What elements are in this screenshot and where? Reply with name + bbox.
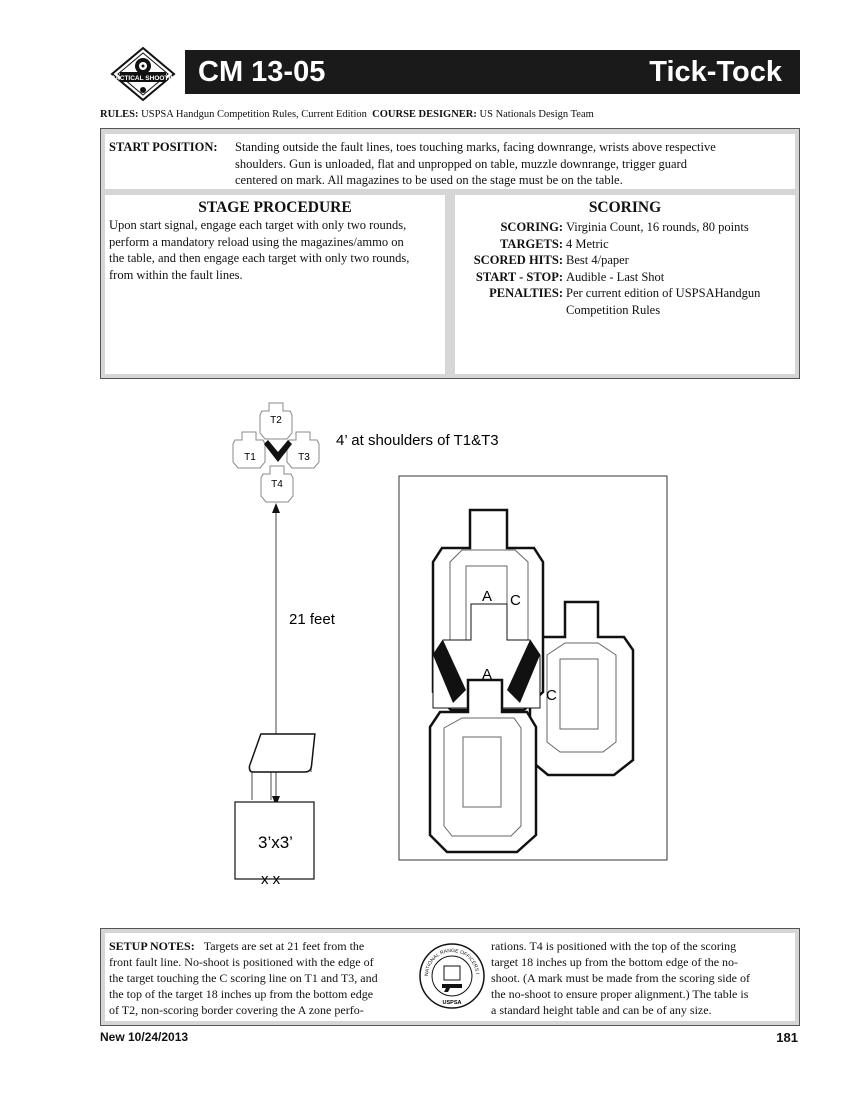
- setup-line: front fault line. No-shoot is positioned with the edge of: [109, 955, 374, 969]
- start-position-line: centered on mark. All magazines to be used on the stage must be on the table.: [235, 173, 623, 187]
- toe-marks: x x: [261, 871, 281, 888]
- label-t2: T2: [270, 415, 282, 426]
- scoring-value: Audible - Last Shot: [566, 269, 665, 284]
- start-position-label: START POSITION:: [109, 140, 218, 154]
- start-position-line: shoulders. Gun is unloaded, flat and unpropped on table, muzzle downrange, trigger guard: [235, 156, 687, 171]
- nroi-seal: [418, 942, 486, 1010]
- setup-line: a standard height table and can be of any size.: [491, 1003, 712, 1017]
- scoring-value: Virginia Count, 16 rounds, 80 points: [566, 220, 749, 234]
- seal-bottom: USPSA: [442, 1000, 462, 1006]
- stage-diagram: [0, 390, 850, 920]
- zone-c-top: C: [510, 592, 521, 609]
- designer-value: US Nationals Design Team: [479, 109, 594, 120]
- procedure-line: Upon start signal, engage each target with only two rounds,: [109, 218, 407, 232]
- seal-text: NATIONAL RANGE OFFICERS I: [423, 947, 480, 977]
- zone-a-mid: A: [482, 666, 493, 683]
- uspsa-logo: [106, 46, 180, 102]
- setup-line: the target touching the C scoring line on T1 and T3, and: [109, 971, 378, 985]
- scoring-key: START - STOP:: [475, 269, 563, 284]
- scoring-key: SCORED HITS:: [473, 253, 563, 267]
- setup-line: target 18 inches up from the bottom edge of the no-: [491, 955, 739, 969]
- course-number: CM 13-05: [198, 56, 326, 88]
- scoring-value: 4 Metric: [566, 236, 609, 251]
- scoring-value: Per current edition of USPSAHandgun Competition Rules: [566, 286, 761, 317]
- procedure-line: perform a mandatory reload using the magazines/ammo on: [109, 234, 404, 249]
- start-position-line: Standing outside the fault lines, toes touching marks, facing downrange, wrists above respective: [235, 140, 716, 154]
- distance-label: 21 feet: [289, 611, 335, 628]
- setup-line: the no-shoot to ensure proper alignment.) The table is: [491, 987, 749, 1001]
- procedure-line: from within the fault lines.: [109, 267, 243, 282]
- setup-line: shoot. (A mark must be made from the scoring side of: [491, 971, 750, 985]
- setup-notes-panel: [105, 933, 795, 1021]
- setup-line: rations. T4 is positioned with the top of the scoring: [491, 939, 737, 953]
- revision-date: New 10/24/2013: [100, 1030, 189, 1044]
- scoring-panel: [455, 195, 795, 374]
- logo-text: PRACTICAL SHOOTING: [106, 75, 180, 82]
- rules-line: [100, 109, 800, 120]
- stage-procedure-panel: [105, 195, 445, 374]
- label-t3: T3: [298, 452, 310, 463]
- zone-a-top: A: [482, 588, 493, 605]
- scoring-value: Best 4/paper: [566, 253, 629, 267]
- start-position-panel: [105, 134, 795, 189]
- procedure-line: the table, and then engage each target with only two rounds,: [109, 251, 410, 265]
- box-size: 3’x3’: [258, 833, 293, 852]
- designer-label: COURSE DESIGNER:: [372, 109, 477, 120]
- rules-value: USPSA Handgun Competition Rules, Current Edition: [141, 109, 367, 120]
- stage-procedure-heading: STAGE PROCEDURE: [198, 199, 352, 216]
- rules-label: RULES:: [100, 109, 139, 120]
- zone-c-left: C: [546, 687, 557, 704]
- scoring-heading: SCORING: [588, 199, 662, 216]
- setup-notes-label: SETUP NOTES:: [109, 939, 195, 953]
- scoring-key: PENALTIES:: [489, 286, 563, 300]
- arrow-up-icon: [272, 503, 280, 513]
- setup-line: the top of the target 18 inches up from the bottom edge: [109, 987, 374, 1001]
- label-t4: T4: [271, 479, 283, 490]
- table-icon: [249, 734, 315, 800]
- scoring-key: TARGETS:: [500, 236, 563, 251]
- setup-line: Targets are set at 21 feet from the: [203, 939, 365, 953]
- setup-line: of T2, non-scoring border covering the A zone perfo-: [109, 1003, 364, 1017]
- page-number: 181: [776, 1030, 798, 1045]
- scoring-key: SCORING:: [500, 220, 563, 234]
- shoulder-note: 4’ at shoulders of T1&T3: [336, 432, 499, 449]
- stage-name: Tick-Tock: [649, 56, 782, 88]
- label-t1: T1: [244, 452, 256, 463]
